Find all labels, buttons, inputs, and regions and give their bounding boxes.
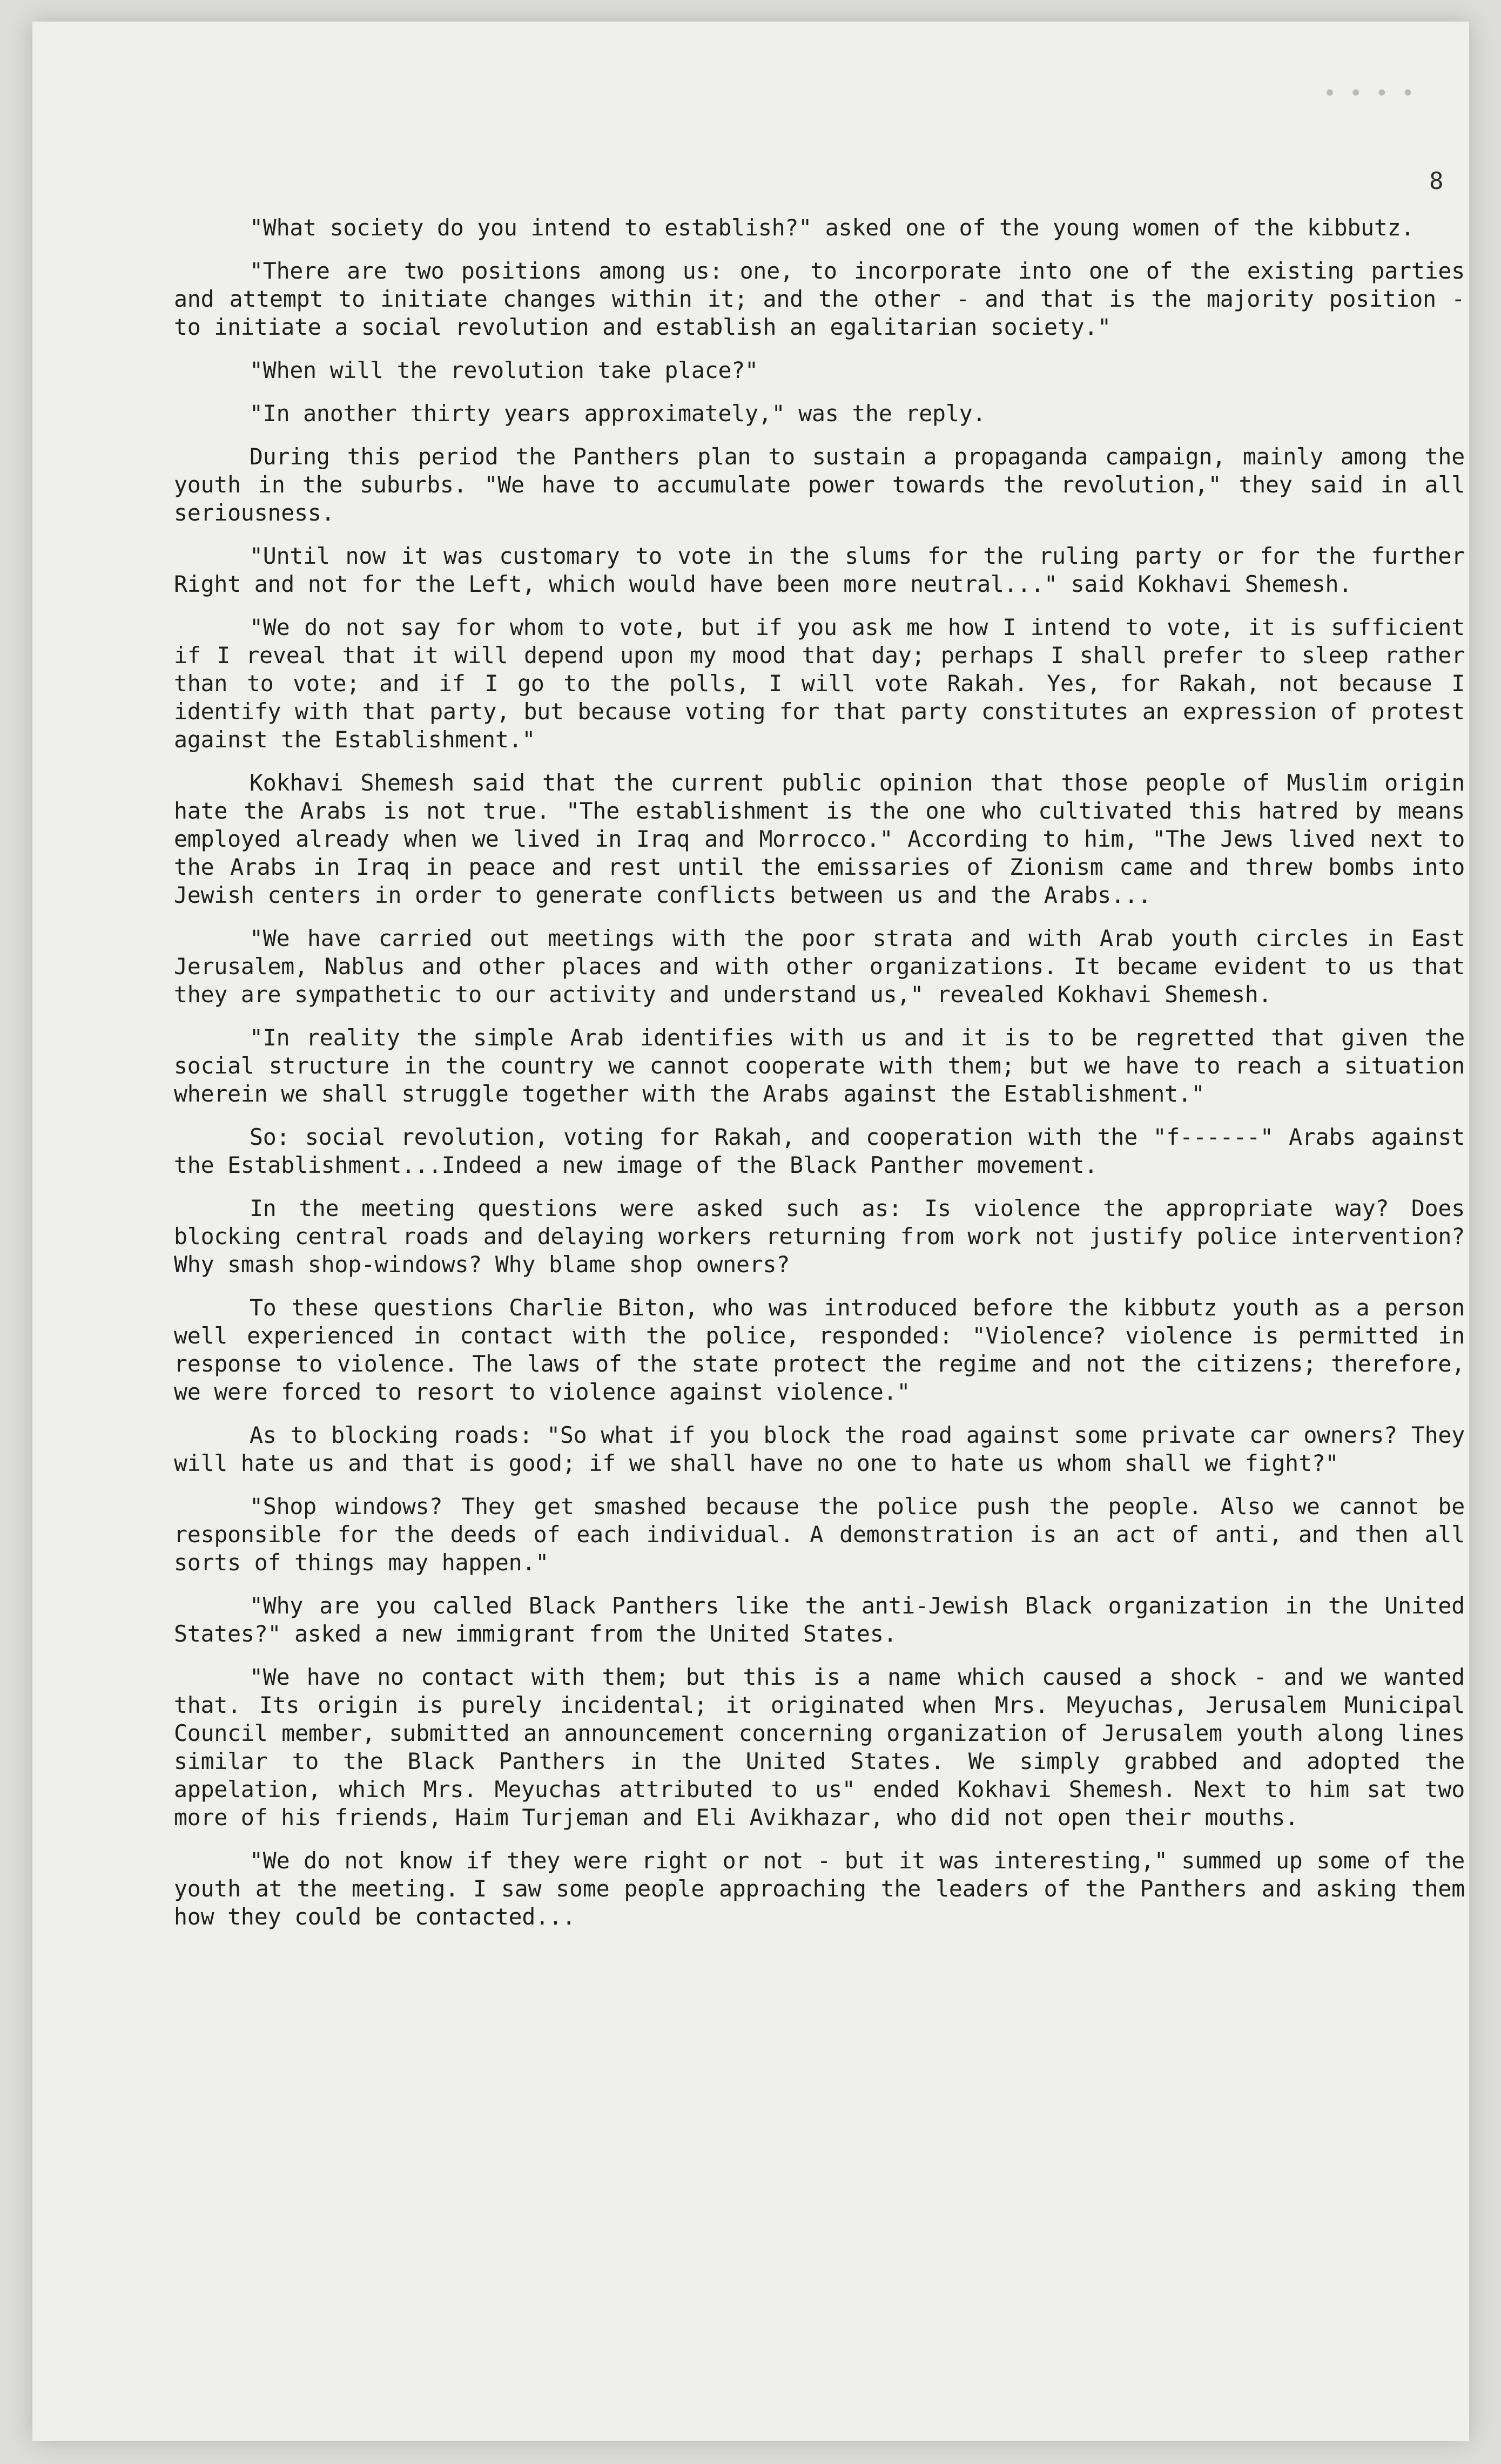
paragraph: As to blocking roads: "So what if you block the road against some private car owners? They will hate us and that is good; if we shall have no one to hate us whom shall we fight?" (174, 1422, 1465, 1476)
paragraph: In the meeting questions were asked such as: Is violence the appropriate way? Does blocking central roads and delaying workers returning from work not justify police intervention? Why smash shop-windows? Why blame shop owners? (174, 1195, 1465, 1278)
paragraph: "We have no contact with them; but this is a name which caused a shock - and we wanted that. Its origin is purely incidental; it originated when Mrs. Meyuchas, Jerusalem Municipal Council member, submitted an announcement concerning organization of Jerusalem youth along lines similar to the Black Panthers in the United States. We simply grabbed and adopted the appelation, which Mrs. Meyuchas attributed to us" ended Kokhavi Shemesh. Next to him sat two more of his friends, Haim Turjeman and Eli Avikhazar, who did not open their mouths. (174, 1664, 1465, 1831)
paragraph: "What society do you intend to establish?" asked one of the young women of the kibbutz. (250, 214, 1415, 241)
corner-mark: • • • • (1323, 81, 1415, 106)
paragraph: "We have carried out meetings with the poor strata and with Arab youth circles in East Jerusalem, Nablus and other places and with other organizations. It became evident to us that they are sympathetic to our activity and understand us," revealed Kokhavi Shemesh. (174, 925, 1465, 1008)
paragraph: Kokhavi Shemesh said that the current public opinion that those people of Muslim origin hate the Arabs is not true. "The establishment is the one who cultivated this hatred by means employed already when we lived in Iraq and Morrocco." According to him, "The Jews lived next to the Arabs in Iraq in peace and rest until the emissaries of Zionism came and threw bombs into Jewish centers in order to generate conflicts between us and the Arabs... (174, 769, 1465, 908)
paragraph: "There are two positions among us: one, to incorporate into one of the existing parties and attempt to initiate changes within it; and the other - and that is the majority position - to initiate a social revolution and establish an egalitarian society." (174, 258, 1465, 340)
document-page (32, 22, 1469, 2441)
paragraph: To these questions Charlie Biton, who was introduced before the kibbutz youth as a person well experienced in contact with the police, responded: "Violence? violence is permitted in response to violence. The laws of the state protect the regime and not the citizens; therefore, we were forced to resort to violence against violence." (174, 1294, 1465, 1405)
paragraph: "In reality the simple Arab identifies with us and it is to be regretted that given the social structure in the country we cannot cooperate with them; but we have to reach a situation wherein we shall struggle together with the Arabs against the Establishment." (174, 1024, 1465, 1107)
paragraph: "Shop windows? They get smashed because the police push the people. Also we cannot be responsible for the deeds of each individual. A demonstration is an act of anti, and then all sorts of things may happen." (174, 1493, 1465, 1576)
paragraph: "In another thirty years approximately," was the reply. (250, 400, 986, 427)
page-number: 8 (1429, 167, 1444, 195)
paragraph: "Until now it was customary to vote in the slums for the ruling party or for the further Right and not for the Left, which would have been more neutral..." said Kokhavi Shemesh. (174, 543, 1465, 597)
paragraph: "Why are you called Black Panthers like the anti-Jewish Black organization in the United States?" asked a new immigrant from the United States. (174, 1592, 1465, 1647)
paragraph: "When will the revolution take place?" (250, 357, 758, 383)
paragraph: "We do not say for whom to vote, but if you ask me how I intend to vote, it is sufficient if I reveal that it will depend upon my mood that day; perhaps I shall prefer to sleep rather than to vote; and if I go to the polls, I will vote Rakah. Yes, for Rakah, not because I identify with that party, but because voting for that party constitutes an expression of protest against the Establishment." (174, 614, 1465, 753)
paragraph: During this period the Panthers plan to sustain a propaganda campaign, mainly among the youth in the suburbs. "We have to accumulate power towards the revolution," they said in all seriousness. (174, 443, 1465, 526)
document-body (174, 214, 1465, 1946)
paragraph: "We do not know if they were right or not - but it was interesting," summed up some of the youth at the meeting. I saw some people approaching the leaders of the Panthers and asking them how they could be contacted... (174, 1847, 1465, 1930)
paragraph: So: social revolution, voting for Rakah, and cooperation with the "f------" Arabs against the Establishment...Indeed a new image of the Black Panther movement. (174, 1124, 1465, 1178)
